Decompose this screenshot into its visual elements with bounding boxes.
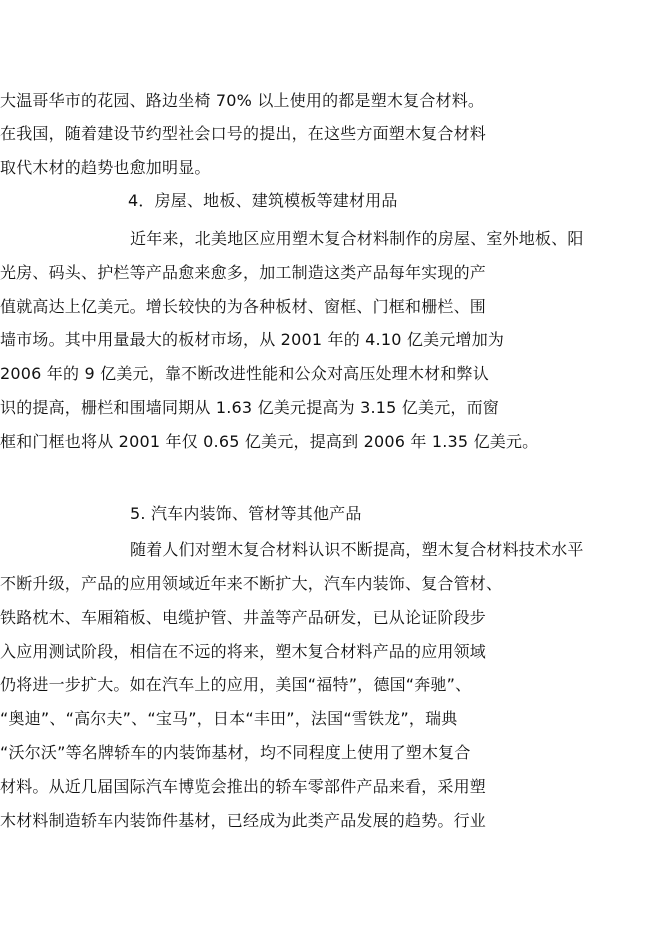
paragraph-line: “沃尔沃”等名牌轿车的内装饰基材，均不同程度上使用了塑木复合 — [0, 743, 471, 762]
paragraph-line: “奥迪”、“高尔夫”、“宝马”，日本“丰田”，法国“雪铁龙”，瑞典 — [0, 709, 458, 728]
paragraph-line: 材料。从近几届国际汽车博览会推出的轿车零部件产品来看，采用塑 — [0, 777, 487, 796]
section-heading-4: 4．房屋、地板、建筑模板等建材用品 — [128, 191, 398, 210]
paragraph-line: 随着人们对塑木复合材料认识不断提高，塑木复合材料技术水平 — [130, 540, 584, 559]
paragraph-line: 仍将进一步扩大。如在汽车上的应用，美国“福特”，德国“奔驰”、 — [0, 675, 472, 694]
paragraph-line: 识的提高，栅栏和围墙同期从 1.63 亿美元提高为 3.15 亿美元，而窗 — [0, 398, 499, 417]
paragraph-line: 入应用测试阶段，相信在不远的将来，塑木复合材料产品的应用领域 — [0, 642, 487, 661]
paragraph-line: 铁路枕木、车厢箱板、电缆护管、井盖等产品研发，已从论证阶段步 — [0, 608, 487, 627]
paragraph-line: 近年来，北美地区应用塑木复合材料制作的房屋、室外地板、阳 — [130, 229, 584, 248]
paragraph-line: 值就高达上亿美元。增长较快的为各种板材、窗框、门框和栅栏、围 — [0, 297, 487, 316]
paragraph-line: 2006 年的 9 亿美元，靠不断改进性能和公众对高压处理木材和弊认 — [0, 364, 489, 383]
section-heading-5: 5. 汽车内装饰、管材等其他产品 — [130, 504, 362, 523]
paragraph-line: 框和门框也将从 2001 年仅 0.65 亿美元，提高到 2006 年 1.35 亿美元。 — [0, 432, 539, 451]
paragraph-line: 光房、码头、护栏等产品愈来愈多，加工制造这类产品每年实现的产 — [0, 263, 487, 282]
paragraph-line: 不断升级，产品的应用领域近年来不断扩大，汽车内装饰、复合管材、 — [0, 574, 503, 593]
text-line: 取代木材的趋势也愈加明显。 — [0, 158, 211, 177]
paragraph-line: 墙市场。其中用量最大的板材市场，从 2001 年的 4.10 亿美元增加为 — [0, 330, 505, 349]
paragraph-line: 木材料制造轿车内装饰件基材，已经成为此类产品发展的趋势。行业 — [0, 811, 487, 830]
text-line: 大温哥华市的花园、路边坐椅 70% 以上使用的都是塑木复合材料。 — [0, 91, 485, 110]
text-line: 在我国，随着建设节约型社会口号的提出，在这些方面塑木复合材料 — [0, 124, 487, 143]
